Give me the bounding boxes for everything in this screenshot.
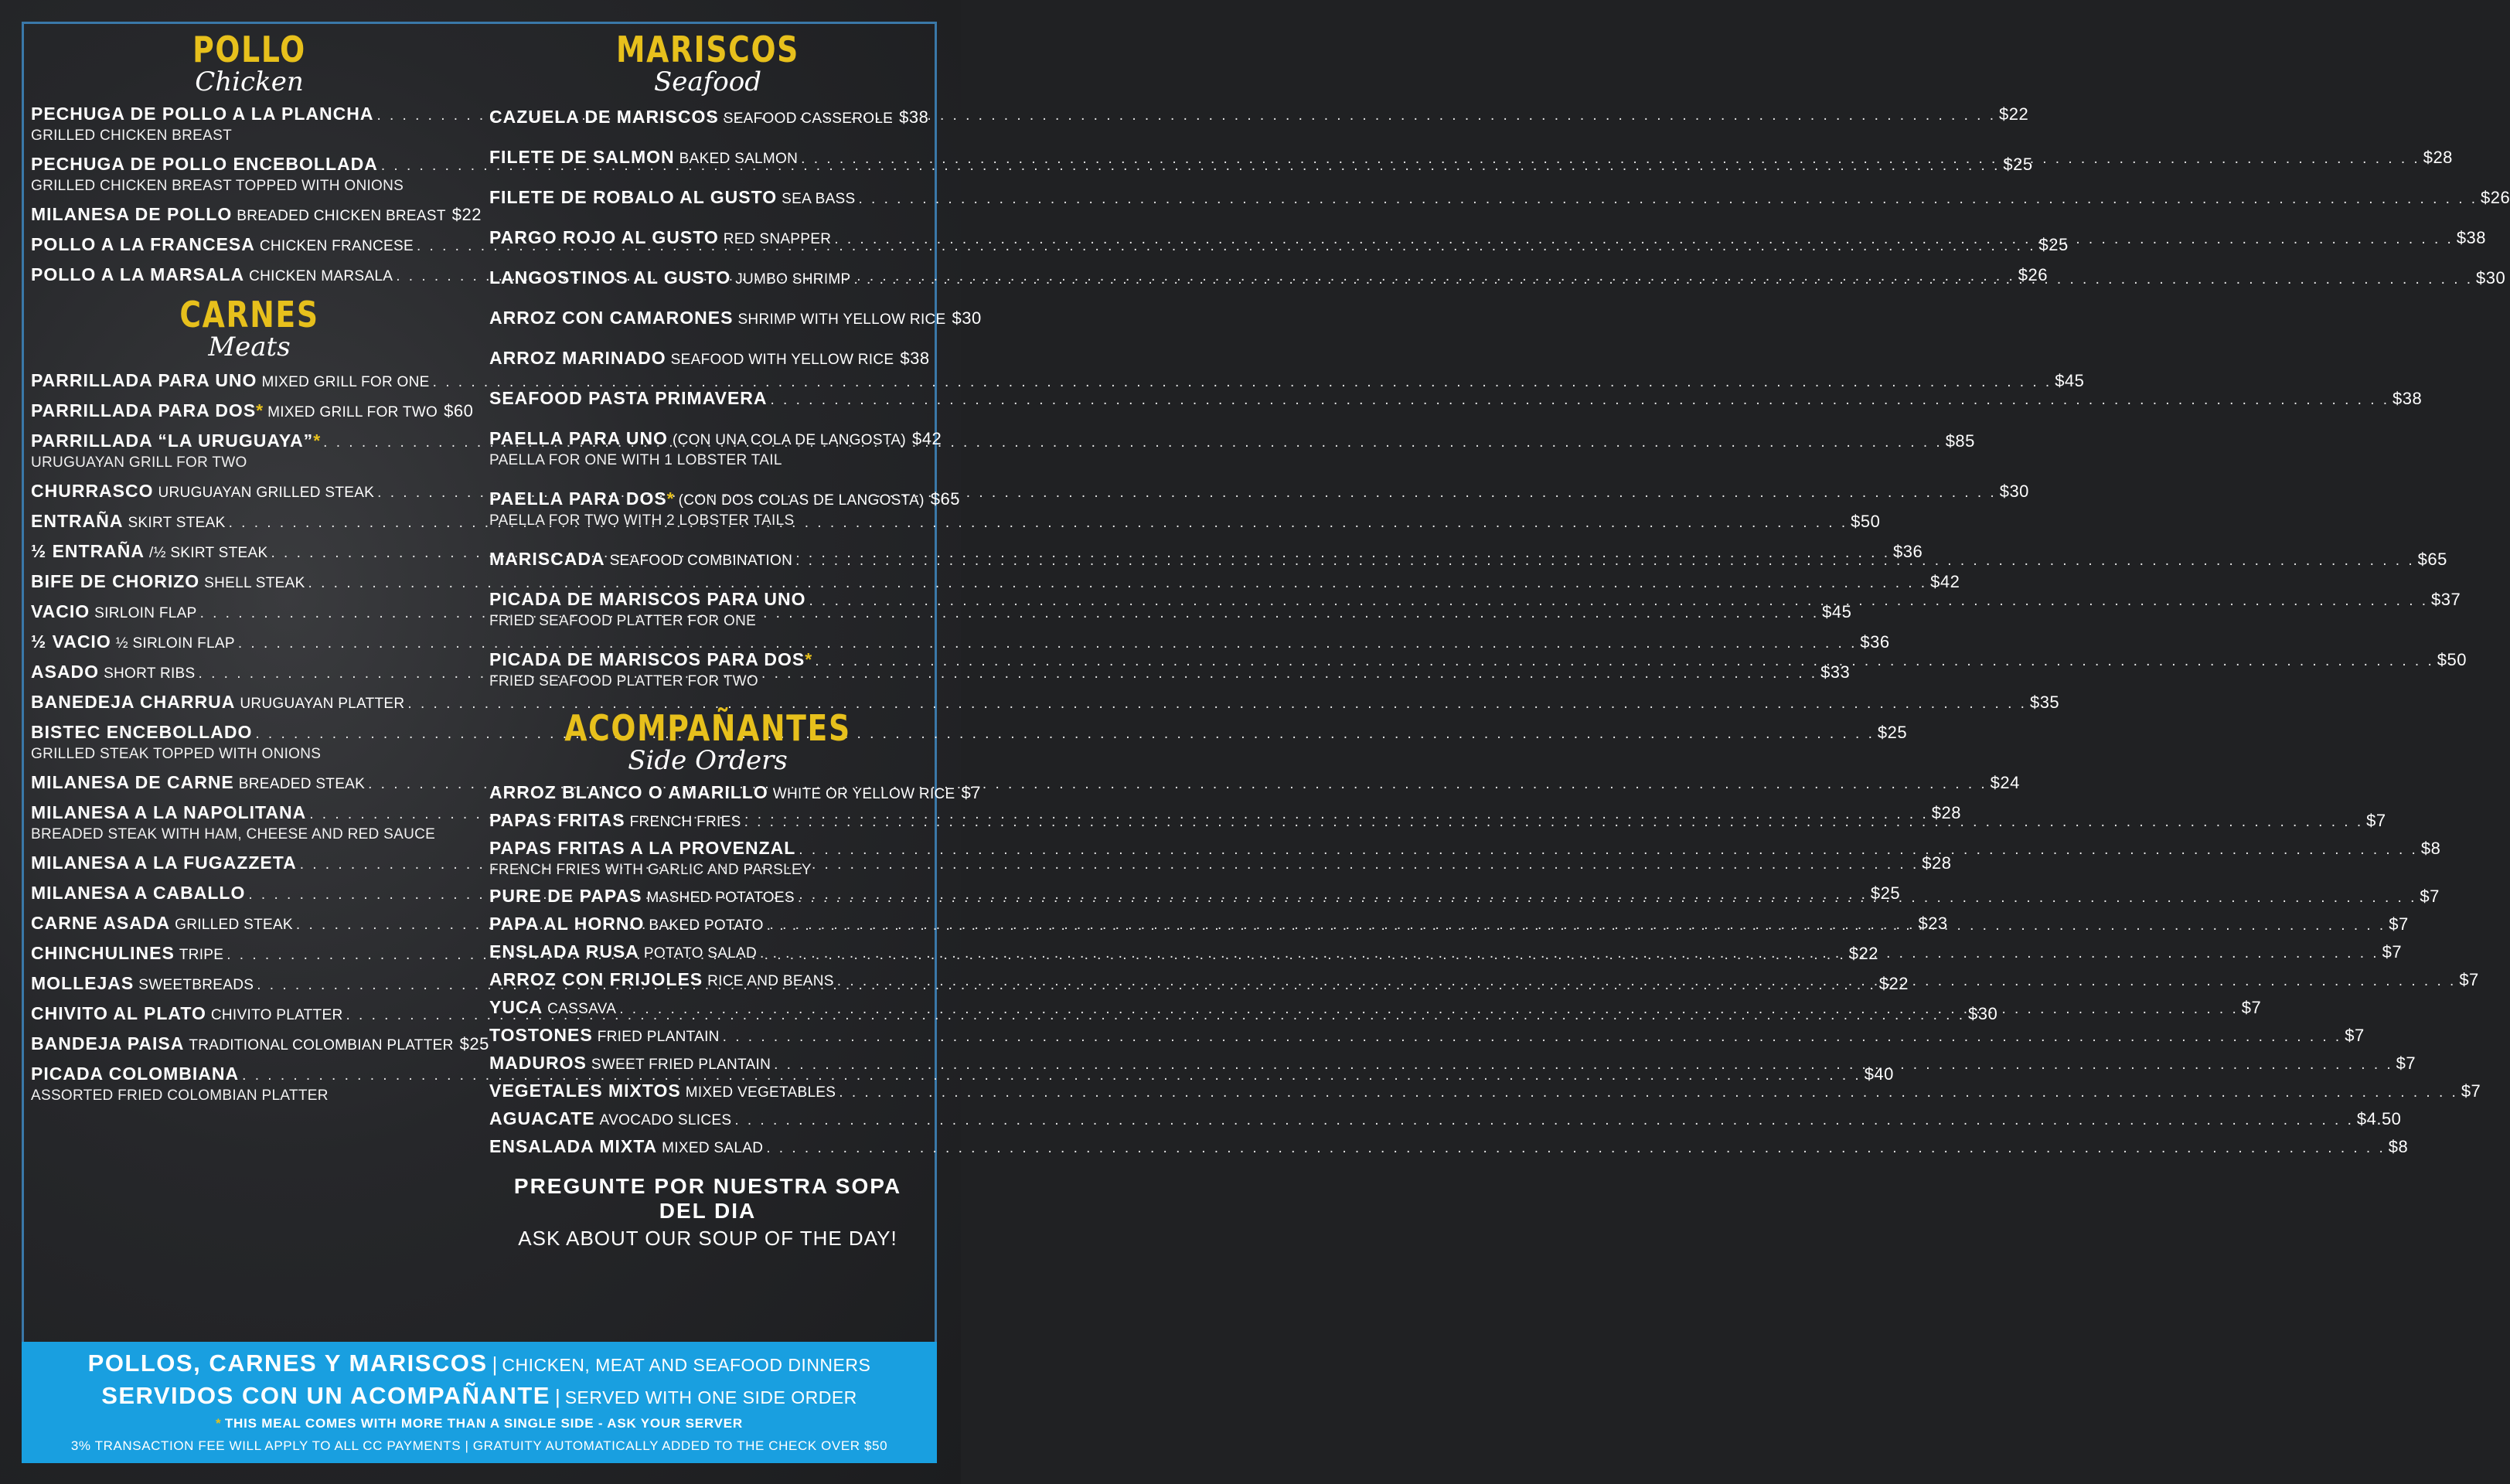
item-price: $23 [1918,914,1948,933]
menu-item [489,782,982,803]
item-description: FRIED PLANTAIN [597,1029,720,1045]
item-description: CASSAVA [547,1001,617,1017]
dot-leader [767,917,2386,934]
item-description: POTATO SALAD [643,945,758,962]
item-description: URUGUAYAN PLATTER [240,696,405,712]
item-description: SEAFOOD CASSEROLE [723,111,894,127]
item-name: VEGETALES MIXTOS [489,1081,681,1101]
menu-item-row [489,649,2467,670]
menu-item-row [31,571,1960,592]
item-price: $7 [2241,998,2262,1017]
item-price: $30 [1968,1004,1998,1023]
item-name: MOLLEJAS [31,973,135,993]
item-description: RED SNAPPER [723,231,832,247]
item-description: JUMBO SHRIMP [735,271,851,288]
menu-item [489,488,960,529]
menu-item [489,428,942,469]
dot-leader [760,945,2379,962]
item-price: $35 [2029,693,2060,712]
item-description: SEAFOOD WITH YELLOW RICE [670,352,894,368]
item-name: YUCA [489,997,543,1017]
item-name: CAZUELA DE MARISCOS [489,107,719,127]
item-name: AGUACATE [489,1108,595,1128]
section-subtitle-side-orders: Side Orders [628,745,788,776]
item-price: $7 [2459,970,2479,989]
item-price: $8 [2388,1137,2409,1156]
item-price: $60 [444,401,474,420]
item-translation: FRIED SEAFOOD PLATTER FOR ONE [489,613,757,629]
banner-dinners-english: CHICKEN, MEAT AND SEAFOOD DINNERS [502,1355,871,1375]
banner-dinners-spanish: POLLOS, CARNES Y MARISCOS [87,1350,488,1377]
dot-leader [229,515,1848,532]
item-price: $25 [1877,723,1908,742]
menu-item [31,571,1960,592]
dot-leader [798,890,2417,907]
dot-leader [799,842,2418,859]
item-price: $45 [1822,602,1852,621]
item-price: $25 [459,1034,489,1053]
item-name: FILETE DE ROBALO AL GUSTO [489,187,778,207]
item-name: PARRILLADA PARA DOS [31,400,257,420]
dot-leader [837,973,2457,990]
item-price: $42 [911,429,942,448]
item-name: VACIO [31,601,90,621]
soup-of-day-spanish: PREGUNTE POR NUESTRA SOPA DEL DIA [513,1174,902,1223]
item-price: $85 [1945,431,1975,451]
item-description: SIRLOIN FLAP [94,605,197,621]
item-star: * [805,649,812,669]
item-description: SEA BASS [782,191,856,207]
dot-leader [766,1140,2386,1157]
item-description: SWEETBREADS [138,977,254,993]
menu-item-row [489,388,2423,409]
dot-leader [834,231,2454,248]
item-price: $65 [930,489,960,509]
menu-item-row [489,1136,2409,1157]
item-name: ½ ENTRAÑA [31,541,145,561]
item-price: $36 [1860,632,1890,652]
item-price: $42 [1930,572,1960,591]
item-name: CHINCHULINES [31,943,175,963]
dot-leader [839,1084,2458,1101]
item-name: BIFE DE CHORIZO [31,571,200,591]
item-description: (CON UNA COLA DE LANGOSTA) [672,432,906,448]
menu-item [489,1108,2402,1129]
section-subtitle-chicken: Chicken [195,66,304,97]
item-description: MASHED POTATOES [646,890,795,906]
dot-leader [238,635,1858,652]
item-description: TRADITIONAL COLOMBIAN PLATTER [189,1037,454,1053]
item-description: SKIRT STEAK [128,515,226,531]
item-price: $22 [1848,944,1878,963]
item-price: $25 [2003,155,2033,174]
item-name: FILETE DE SALMON [489,147,675,167]
item-price: $65 [2417,550,2447,569]
menu-item [31,1033,489,1054]
dot-leader [859,191,2478,208]
dot-leader [854,271,2474,288]
item-price: $26 [2481,188,2510,207]
menu-item-row [489,589,2461,610]
item-star: * [256,400,264,420]
item-price: $25 [1870,883,1901,903]
item-description: FRENCH FRIES [629,814,741,830]
item-price: $45 [2055,371,2085,390]
item-price: $30 [1999,482,2029,501]
menu-item-row [31,1033,489,1054]
banner-separator: | [554,1385,560,1408]
item-price: $4.50 [2356,1109,2402,1128]
item-description: URUGUAYAN GRILLED STEAK [158,485,375,501]
item-name: MADUROS [489,1053,587,1073]
item-description: SWEET FRIED PLANTAIN [591,1057,771,1073]
item-name: CARNE ASADA [31,913,171,933]
item-name: ENSALADA MIXTA [489,1136,658,1156]
item-name: PAELLA PARA DOS [489,488,667,509]
footer-banner [22,1342,937,1463]
item-translation: PAELLA FOR TWO WITH 2 LOBSTER TAILS [489,512,795,529]
menu-item-row [489,838,2441,859]
dot-leader [774,1057,2393,1074]
banner-note-text: THIS MEAL COMES WITH MORE THAN A SINGLE SIDE - ASK YOUR SERVER [224,1416,744,1431]
item-price: $36 [1893,542,1923,561]
item-name: PICADA COLOMBIANA [31,1064,240,1084]
section-subtitle-seafood: Seafood [654,66,761,97]
item-description: MIXED GRILL FOR TWO [267,404,438,420]
item-translation: FRENCH FRIES WITH GARLIC AND PARSLEY [489,862,812,878]
item-description: CHIVITO PLATTER [210,1007,343,1023]
item-description: MIXED SALAD [662,1140,764,1156]
item-name: ENSLADA RUSA [489,941,639,962]
item-name: POLLO A LA FRANCESA [31,234,255,254]
item-description: WHITE OR YELLOW RICE [772,786,955,802]
item-description: CHICKEN MARSALA [249,268,393,284]
item-name: MILANESA A CABALLO [31,883,246,903]
item-name: PICADA DE MARISCOS PARA UNO [489,589,806,609]
menu-item-row [489,1025,2365,1046]
item-name: ENTRAÑA [31,511,124,531]
item-name: PAPAS FRITAS A LA PROVENZAL [489,838,796,858]
item-name: SEAFOOD PASTA PRIMAVERA [489,388,768,408]
item-price: $38 [2393,389,2423,408]
item-name: MILANESA DE CARNE [31,772,234,792]
item-price: $40 [1864,1064,1894,1084]
item-description: GRILLED STEAK [175,917,293,933]
item-translation: GRILLED CHICKEN BREAST TOPPED WITH ONIONS [31,178,404,194]
dot-leader [723,1029,2342,1046]
menu-item-row [31,370,2085,391]
banner-line-2 [22,1382,937,1410]
item-description: SHORT RIBS [104,665,196,682]
item-name: TOSTONES [489,1025,593,1045]
soup-of-day-english: ASK ABOUT OUR SOUP OF THE DAY! [518,1227,897,1250]
dot-leader [801,151,2420,168]
item-name: MARISCADA [489,549,605,569]
menu-item-row [489,308,982,328]
item-name: MILANESA A LA NAPOLITANA [31,802,307,822]
section-subtitle-meats: Meats [208,332,291,362]
item-price: $22 [451,205,482,224]
item-price: $28 [1922,853,1952,873]
item-name: PICADA DE MARISCOS PARA DOS [489,649,805,669]
dot-leader [771,392,2390,409]
menu-item-row [489,782,982,803]
menu-item [31,631,1890,652]
item-description: CHICKEN FRANCESE [259,238,414,254]
menu-item [31,692,2060,713]
item-name: PECHUGA DE POLLO A LA PLANCHA [31,104,374,124]
menu-item-row [489,1108,2402,1129]
item-price: $26 [2018,265,2048,284]
item-price: $28 [1931,803,1961,822]
item-name: ARROZ CON FRIJOLES [489,969,703,989]
item-name: ASADO [31,662,100,682]
menu-item [489,107,929,128]
dot-leader [815,653,2434,670]
item-description: ½ SIRLOIN FLAP [115,635,235,652]
menu-item-row [31,204,482,225]
dot-leader [619,1001,2239,1018]
section-title-carnes: CARNES [179,294,319,335]
item-description: MIXED GRILL FOR ONE [261,374,430,390]
menu-item [489,308,982,328]
item-name: MILANESA A LA FUGAZZETA [31,853,297,873]
banner-side-spanish: SERVIDOS CON UN ACOMPAÑANTE [101,1382,550,1409]
banner-note [22,1416,937,1431]
menu-item-row [31,400,474,421]
menu-item [489,388,2423,409]
item-description: AVOCADO SLICES [599,1112,732,1128]
item-translation: ASSORTED FRIED COLOMBIAN PLATTER [31,1087,329,1104]
menu-item [489,1025,2365,1046]
item-price: $7 [2396,1053,2416,1073]
item-description: MIXED VEGETABLES [685,1084,836,1101]
item-translation: BREADED STEAK WITH HAM, CHEESE AND RED SAUCE [31,826,436,842]
item-name: PARRILLADA PARA UNO [31,370,257,390]
item-description: (CON DOS COLAS DE LANGOSTA) [678,492,925,509]
item-price: $7 [2366,811,2386,830]
banner-fee-text: 3% TRANSACTION FEE WILL APPLY TO ALL CC PAYMENTS | GRATUITY AUTOMATICALLY ADDED TO THE CHECK OVER $50 [70,1438,888,1453]
item-price: $28 [2423,148,2453,167]
item-price: $7 [2382,942,2403,962]
item-name: POLLO A LA MARSALA [31,264,245,284]
menu-item-row [489,1081,2481,1101]
banner-side-english: SERVED WITH ONE SIDE ORDER [564,1387,857,1407]
item-description: BREADED STEAK [238,776,366,792]
section-title-pollo: POLLO [192,29,306,70]
banner-separator: | [492,1353,498,1376]
section-title-acompanantes: ACOMPAÑANTES [564,707,851,749]
menu-item-row [489,488,960,509]
dot-leader [795,553,2415,570]
item-name: PARGO ROJO AL GUSTO [489,227,719,247]
item-name: BANDEJA PAISA [31,1033,185,1053]
item-price: $24 [1990,773,2020,792]
item-price: $38 [2456,228,2487,247]
menu-item [31,400,474,421]
menu-item-row [489,348,930,369]
menu-item-row [489,187,2510,208]
item-price: $38 [899,107,929,127]
item-translation: GRILLED STEAK TOPPED WITH ONIONS [31,746,322,762]
dot-leader [744,814,2364,831]
item-name: ARROZ BLANCO O AMARILLO [489,782,768,802]
item-name: LANGOSTINOS AL GUSTO [489,267,731,288]
item-price: $22 [1998,104,2029,124]
banner-line-1 [22,1350,937,1377]
item-name: ARROZ MARINADO [489,348,666,368]
item-price: $38 [900,349,930,368]
menu-item-row [489,107,929,128]
item-price: $25 [2038,235,2069,254]
item-price: $7 [2345,1026,2365,1045]
item-description: TRIPE [179,947,224,963]
section-title-mariscos: MARISCOS [615,29,800,70]
menu-item [489,348,930,369]
item-name: PAPA AL HORNO [489,914,645,934]
item-star: * [313,431,321,451]
item-translation: PAELLA FOR ONE WITH 1 LOBSTER TAIL [489,452,782,468]
item-name: PURE DE PAPAS [489,886,642,906]
item-name: BANEDEJA CHARRUA [31,692,236,712]
menu-item-row [31,631,1890,652]
menu-item-row [489,428,942,449]
item-translation: URUGUAYAN GRILL FOR TWO [31,454,247,471]
item-name: CHURRASCO [31,481,154,501]
item-description: SHRIMP WITH YELLOW RICE [737,311,946,328]
menu-item-row [31,692,2060,713]
item-name: ARROZ CON CAMARONES [489,308,734,328]
dot-leader [809,593,2429,610]
item-price: $7 [2420,887,2440,906]
item-price: $33 [1820,662,1851,682]
item-price: $22 [1878,974,1909,993]
item-description: BAKED SALMON [679,151,799,167]
item-description: SEAFOOD COMBINATION [609,553,793,569]
item-translation: GRILLED CHICKEN BREAST [31,128,232,144]
menu-item [31,370,2085,391]
item-name: PAPAS FRITAS [489,810,625,830]
item-description: BREADED CHICKEN BREAST [237,208,446,224]
item-description: /½ SKIRT STEAK [149,545,268,561]
item-price: $7 [2389,914,2409,934]
item-name: ½ VACIO [31,631,111,652]
item-description: RICE AND BEANS [707,973,834,989]
item-name: CHIVITO AL PLATO [31,1003,206,1023]
item-price: $50 [1851,512,1881,531]
item-description: SHELL STEAK [204,575,305,591]
item-price: $7 [2461,1081,2481,1101]
item-description: BAKED POTATO [649,917,764,934]
item-price: $7 [961,783,982,802]
dot-leader [734,1112,2354,1129]
item-name: PECHUGA DE POLLO ENCEBOLLADA [31,154,378,174]
menu-item [31,204,482,225]
item-name: MILANESA DE POLLO [31,204,233,224]
item-name: PAELLA PARA UNO [489,428,668,448]
menu-item [489,1136,2409,1157]
item-price: $30 [952,308,982,328]
item-name: PARRILLADA “LA URUGUAYA” [31,431,314,451]
item-price: $30 [2476,268,2506,288]
item-price: $37 [2431,590,2461,609]
item-name: BISTEC ENCEBOLLADO [31,722,253,742]
item-star: * [666,488,674,509]
menu-item [489,187,2510,208]
item-translation: FRIED SEAFOOD PLATTER FOR TWO [489,673,758,689]
menu-item [489,1081,2481,1101]
banner-note-star: * [215,1416,222,1431]
item-price: $50 [2437,650,2467,669]
item-price: $8 [2420,839,2441,858]
